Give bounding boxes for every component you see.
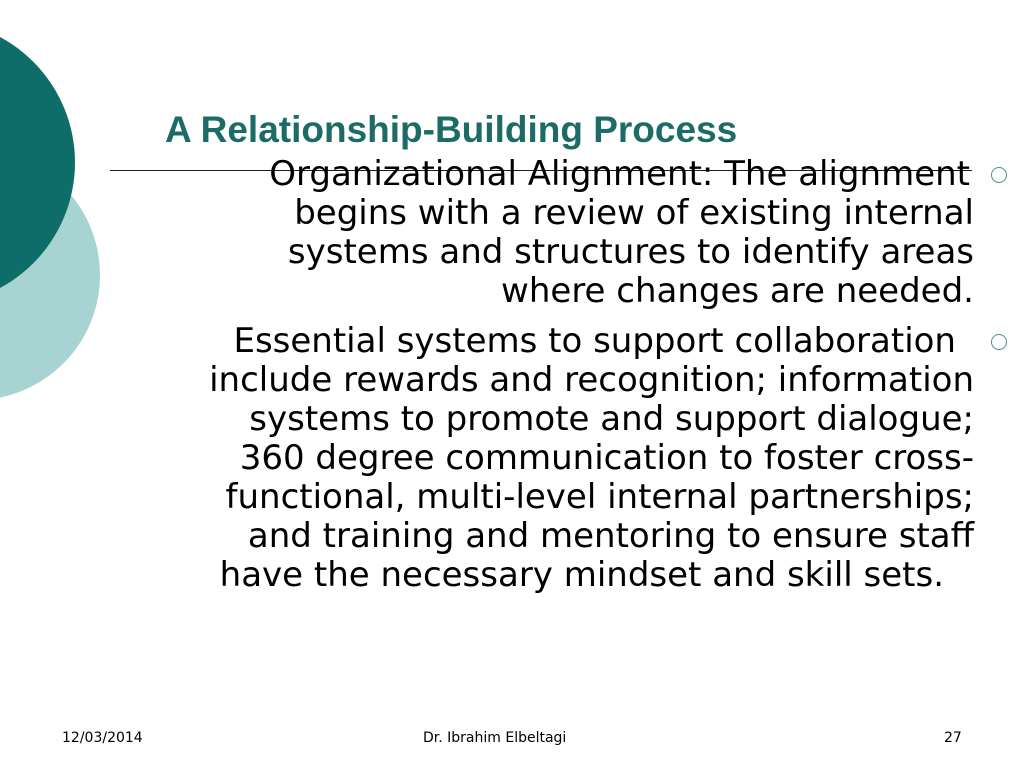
bullet-line: include rewards and recognition; information <box>209 360 974 400</box>
footer-author: Dr. Ibrahim Elbeltagi <box>423 730 567 746</box>
bullet-line: 360 degree communication to foster cross- <box>239 438 974 478</box>
bullet-line: where changes are needed. <box>501 271 974 311</box>
bullet-line: systems and structures to identify areas <box>287 232 974 272</box>
hollow-circle-bullet-icon <box>991 334 1007 350</box>
bullet-line: Organizational Alignment: The alignment <box>269 154 970 194</box>
slide-title: A Relationship-Building Process <box>165 109 738 150</box>
bullet-line: functional, multi-level internal partnerships; <box>225 477 974 517</box>
bullet-line: and training and mentoring to ensure staff <box>247 516 974 556</box>
footer-page-number: 27 <box>944 730 962 746</box>
bullet-line: systems to promote and support dialogue; <box>249 399 974 439</box>
hollow-circle-bullet-icon <box>991 167 1007 183</box>
footer-date: 12/03/2014 <box>62 730 143 746</box>
bullet-line: begins with a review of existing internal <box>294 193 974 233</box>
bullet-line: have the necessary mindset and skill sets. <box>219 555 944 595</box>
bullet-line: Essential systems to support collaboration <box>233 321 956 361</box>
bullet-organizational-alignment <box>10 155 974 311</box>
bullet-essential-systems <box>10 322 974 595</box>
